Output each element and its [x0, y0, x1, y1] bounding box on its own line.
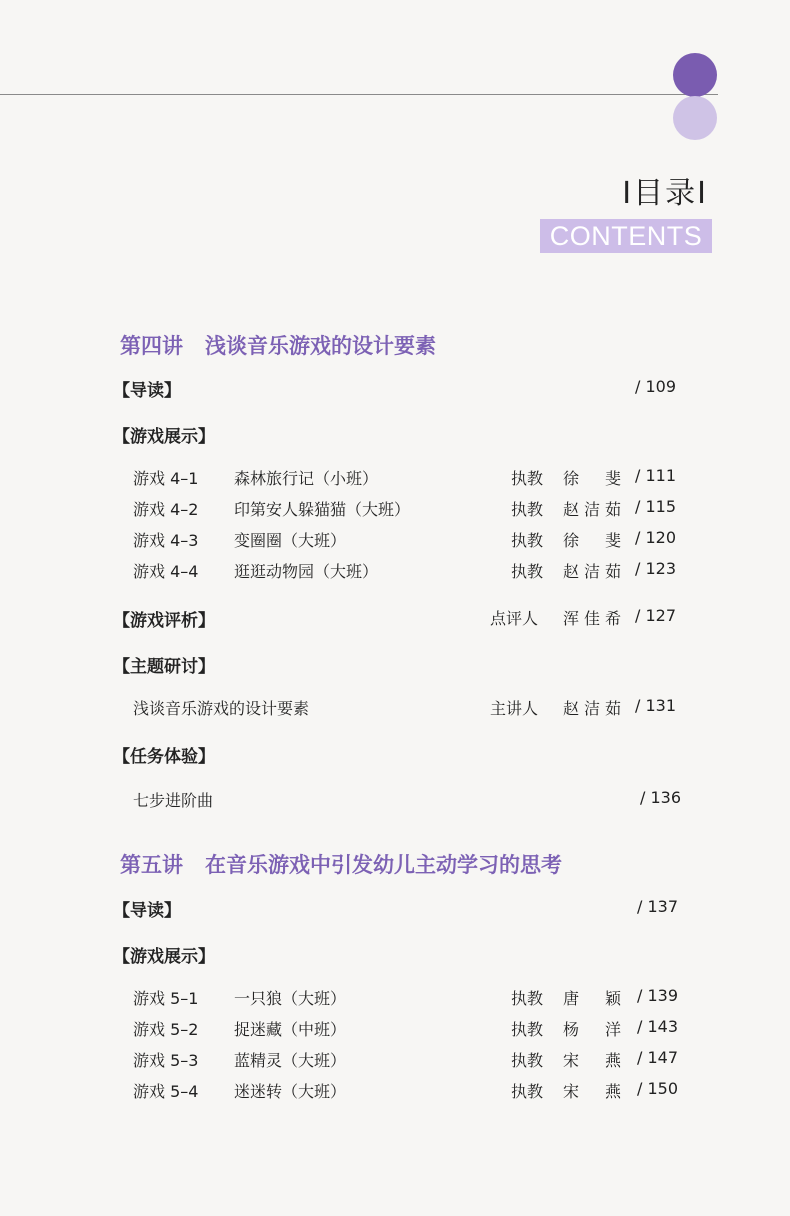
lecture-5-heading[interactable]: [120, 849, 562, 879]
toc-entry[interactable]: [0, 1017, 790, 1041]
page-number: / 150: [636, 1079, 678, 1098]
game-title: 捉迷藏（中班）: [234, 1020, 347, 1039]
teacher-name: 宋 燕: [563, 1051, 621, 1070]
decor-dot-dark: [673, 53, 717, 97]
toc-entry[interactable]: [0, 788, 790, 812]
role-label: 执教: [511, 500, 544, 519]
teacher-name: 宋 燕: [563, 1082, 621, 1101]
game-title: 变圈圈（大班）: [234, 531, 347, 550]
role-label: 执教: [511, 531, 544, 550]
game-code: 游戏 4–4: [133, 562, 199, 581]
lecture-4-heading[interactable]: [120, 330, 436, 360]
teacher-name: 唐 颖: [563, 989, 621, 1008]
page-number: / 115: [634, 497, 676, 516]
section-review: 【游戏评析】: [113, 611, 215, 631]
game-title: 印第安人躲猫猫（大班）: [234, 500, 411, 519]
game-title: 迷迷转（大班）: [234, 1082, 347, 1101]
guide-entry[interactable]: [0, 377, 790, 401]
game-title: 一只狼（大班）: [234, 989, 347, 1008]
lecture-number: 第四讲: [120, 333, 183, 358]
role-label: 执教: [511, 1082, 544, 1101]
page-number: / 127: [634, 606, 676, 625]
section-task: 【任务体验】: [113, 747, 215, 767]
toc-entry[interactable]: [0, 559, 790, 583]
game-code: 游戏 4–1: [133, 469, 199, 488]
decor-dot-light: [673, 96, 717, 140]
page-number: / 131: [634, 696, 676, 715]
page-number: / 139: [636, 986, 678, 1005]
role-label: 执教: [511, 469, 544, 488]
section-seminar: 【主题研讨】: [113, 657, 215, 677]
lecture-title: 浅谈音乐游戏的设计要素: [205, 333, 436, 358]
game-title: 逛逛动物园（大班）: [234, 562, 379, 581]
header-rule: [0, 94, 718, 95]
toc-entry[interactable]: [0, 1048, 790, 1072]
game-code: 游戏 5–1: [133, 989, 199, 1008]
speaker-name: 赵洁茹: [563, 699, 621, 718]
guide-entry[interactable]: [0, 897, 790, 921]
page-number: / 111: [634, 466, 676, 485]
page-number: / 123: [634, 559, 676, 578]
page-number: / 136: [639, 788, 681, 807]
game-code: 游戏 5–2: [133, 1020, 199, 1039]
review-entry[interactable]: [0, 606, 790, 630]
role-label: 执教: [511, 989, 544, 1008]
lecture-title: 在音乐游戏中引发幼儿主动学习的思考: [205, 852, 562, 877]
role-label: 点评人: [490, 609, 539, 628]
seminar-title: 浅谈音乐游戏的设计要素: [133, 699, 310, 718]
page-number: / 143: [636, 1017, 678, 1036]
page-number: / 147: [636, 1048, 678, 1067]
role-label: 执教: [511, 562, 544, 581]
toc-title: I目录I: [622, 176, 708, 211]
role-label: 执教: [511, 1020, 544, 1039]
game-code: 游戏 5–3: [133, 1051, 199, 1070]
section-showcase: 【游戏展示】: [113, 427, 215, 447]
teacher-name: 杨 洋: [563, 1020, 621, 1039]
reviewer-name: 浑佳希: [563, 609, 621, 628]
game-code: 游戏 4–3: [133, 531, 199, 550]
page-number: / 137: [636, 897, 678, 916]
teacher-name: 徐 斐: [563, 531, 621, 550]
role-label: 主讲人: [490, 699, 539, 718]
game-code: 游戏 4–2: [133, 500, 199, 519]
lecture-number: 第五讲: [120, 852, 183, 877]
section-showcase: 【游戏展示】: [113, 947, 215, 967]
teacher-name: 赵洁茹: [563, 562, 621, 581]
teacher-name: 徐 斐: [563, 469, 621, 488]
role-label: 执教: [511, 1051, 544, 1070]
toc-entry[interactable]: [0, 497, 790, 521]
toc-entry[interactable]: [0, 1079, 790, 1103]
page-number: / 120: [634, 528, 676, 547]
task-title: 七步进阶曲: [133, 791, 214, 810]
teacher-name: 赵洁茹: [563, 500, 621, 519]
contents-banner: CONTENTS: [540, 219, 712, 253]
game-code: 游戏 5–4: [133, 1082, 199, 1101]
toc-entry[interactable]: [0, 466, 790, 490]
section-guide: 【导读】: [113, 381, 181, 401]
game-title: 蓝精灵（大班）: [234, 1051, 347, 1070]
toc-entry[interactable]: [0, 528, 790, 552]
page-number: / 109: [634, 377, 676, 396]
game-title: 森林旅行记（小班）: [234, 469, 379, 488]
toc-entry[interactable]: [0, 986, 790, 1010]
toc-entry[interactable]: [0, 696, 790, 720]
section-guide: 【导读】: [113, 901, 181, 921]
